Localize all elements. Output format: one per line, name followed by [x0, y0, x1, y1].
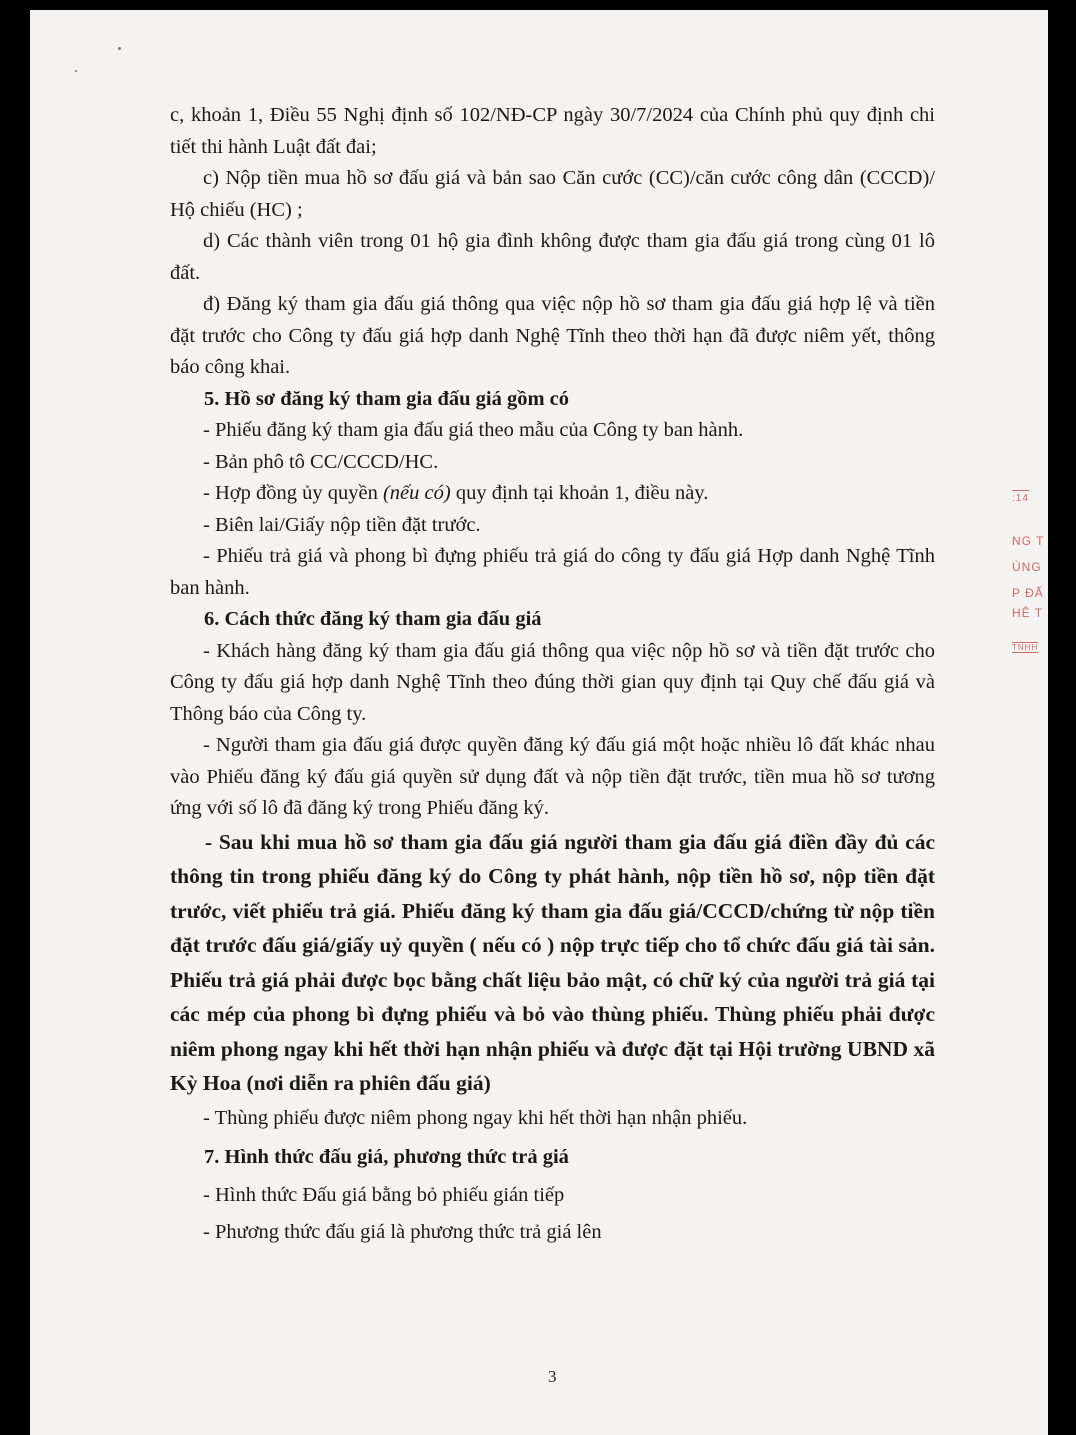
stamp-text: P ĐẤ	[1012, 586, 1044, 600]
paragraph: đ) Đăng ký tham gia đấu giá thông qua việc nộp hồ sơ tham gia đấu giá hợp lệ và tiền đặt trước cho Công ty đấu giá hợp danh Nghệ Tĩnh theo thời hạn đã được niêm yết, thông báo công khai.	[170, 293, 935, 378]
document-page	[30, 10, 1048, 1435]
list-item: - Người tham gia đấu giá được quyền đăng ký đấu giá một hoặc nhiều lô đất khác nhau vào Phiếu đăng ký đấu giá quyền sử dụng đất và nộp tiền đặt trước, tiền mua hồ sơ tương ứng với số lô đã đăng ký trong Phiếu đăng ký.	[170, 734, 935, 819]
list-item: - Phiếu trả giá và phong bì đựng phiếu trả giá do công ty đấu giá Hợp danh Nghệ Tĩnh ban hành.	[170, 545, 935, 599]
list-item: - Phiếu đăng ký tham gia đấu giá theo mẫu của Công ty ban hành.	[203, 419, 744, 441]
paragraph: d) Các thành viên trong 01 hộ gia đình không được tham gia đấu giá trong cùng 01 lô đất.	[170, 230, 935, 284]
list-item-text: quy định tại khoản 1, điều này.	[450, 482, 709, 504]
list-item	[170, 478, 935, 510]
stamp-text: :14	[1012, 490, 1029, 504]
paragraph: c, khoản 1, Điều 55 Nghị định số 102/NĐ-CP ngày 30/7/2024 của Chính phủ quy định chi tiết thi hành Luật đất đai;	[170, 104, 935, 158]
paragraph: c) Nộp tiền mua hồ sơ đấu giá và bản sao Căn cước (CC)/căn cước công dân (CCCD)/ Hộ chiếu (HC) ;	[170, 167, 935, 221]
list-item: - Thùng phiếu được niêm phong ngay khi hết thời hạn nhận phiếu.	[203, 1106, 748, 1129]
scan-speck	[118, 47, 121, 50]
stamp-text: NG T	[1012, 534, 1045, 548]
section-5-heading: 5. Hồ sơ đăng ký tham gia đấu giá gồm có	[204, 387, 570, 410]
stamp-text: HÊ T	[1012, 606, 1044, 620]
document-body	[170, 100, 935, 1249]
list-item: - Bản phô tô CC/CCCD/HC.	[203, 450, 439, 473]
section-6-heading: 6. Cách thức đăng ký tham gia đấu giá	[204, 608, 542, 630]
italic-note: (nếu có)	[382, 482, 451, 504]
list-item: - Hình thức Đấu giá bằng bỏ phiếu gián tiếp	[203, 1183, 565, 1206]
list-item: - Phương thức đấu giá là phương thức trả giá lên	[203, 1221, 602, 1243]
scan-speck	[75, 70, 77, 72]
page-number: 3	[548, 1367, 557, 1386]
list-item-text: - Hợp đồng ủy quyền	[203, 482, 383, 504]
stamp-text: TNHH	[1012, 643, 1039, 652]
seal-stamp-fragment	[1008, 482, 1048, 672]
section-7-heading: 7. Hình thức đấu giá, phương thức trả giá	[204, 1146, 569, 1168]
list-item: - Biên lai/Giấy nộp tiền đặt trước.	[203, 513, 481, 536]
stamp-text: ÙNG	[1012, 560, 1042, 574]
list-item: - Khách hàng đăng ký tham gia đấu giá thông qua việc nộp hồ sơ và tiền đặt trước cho Công ty đấu giá hợp danh Nghệ Tĩnh theo đúng thời gian quy định tại Quy chế đấu giá và Thông báo của Công ty.	[170, 639, 935, 725]
list-item-bold: - Sau khi mua hồ sơ tham gia đấu giá người tham gia đấu giá điền đầy đủ các thông tin trong phiếu đăng ký do Công ty phát hành, nộp tiền hồ sơ, nộp tiền đặt trước, viết phiếu trả giá. Phiếu đăng ký tham gia đấu giá/CCCD/chứng từ nộp tiền đặt trước đấu giá/giấy uỷ quyền ( nếu có ) nộp trực tiếp cho tổ chức đấu giá tài sản. Phiếu trả giá phải được bọc bằng chất liệu bảo mật, có chữ ký của người trả giá tại các mép của phong bì đựng phiếu và bỏ vào thùng phiếu. Thùng phiếu phải được niêm phong ngay khi hết thời hạn nhận phiếu và được đặt tại Hội trường UBND xã Kỳ Hoa (nơi diễn ra phiên đấu giá)	[170, 829, 935, 1095]
